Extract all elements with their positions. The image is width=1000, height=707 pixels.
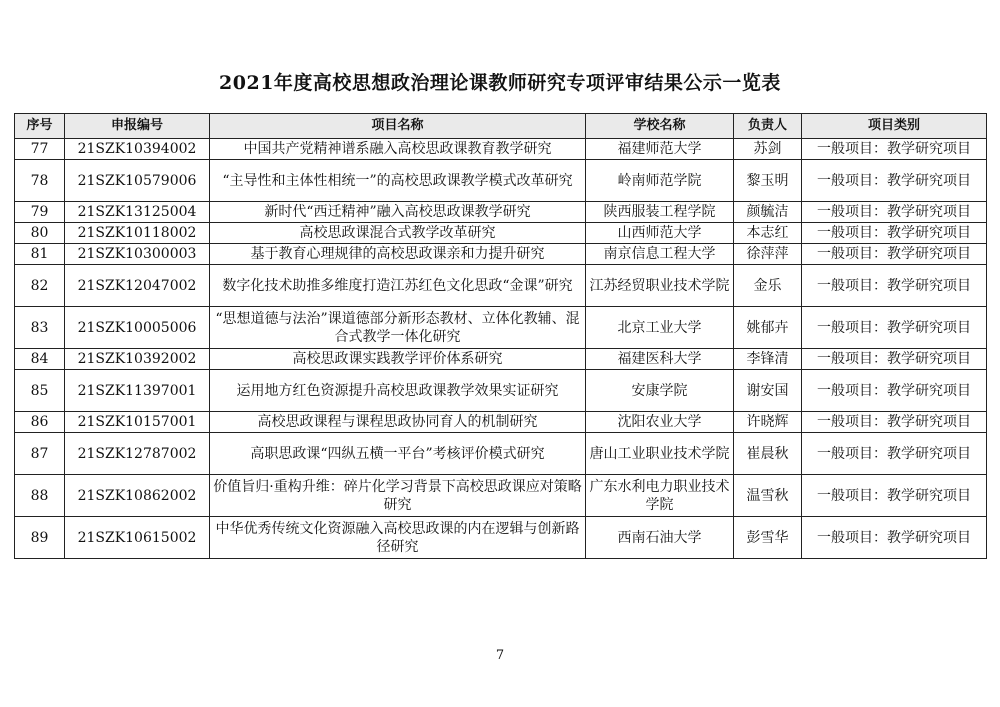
cell-project: 中华优秀传统文化资源融入高校思政课的内在逻辑与创新路径研究 <box>210 517 586 559</box>
cell-leader: 彭雪华 <box>734 517 802 559</box>
cell-project: 高校思政课混合式教学改革研究 <box>210 223 586 244</box>
cell-leader: 本志红 <box>734 223 802 244</box>
cell-code: 21SZK10300003 <box>65 244 210 265</box>
cell-number: 81 <box>15 244 65 265</box>
col-header-code: 申报编号 <box>65 114 210 139</box>
table-row <box>15 307 987 349</box>
cell-code: 21SZK13125004 <box>65 202 210 223</box>
cell-project: 价值旨归·重构升维：碎片化学习背景下高校思政课应对策略研究 <box>210 475 586 517</box>
col-header-school: 学校名称 <box>586 114 734 139</box>
cell-code: 21SZK10392002 <box>65 349 210 370</box>
cell-school: 北京工业大学 <box>586 307 734 349</box>
cell-category: 一般项目：教学研究项目 <box>802 412 987 433</box>
cell-project: 基于教育心理规律的高校思政课亲和力提升研究 <box>210 244 586 265</box>
cell-number: 86 <box>15 412 65 433</box>
page-number: 7 <box>495 648 505 663</box>
cell-school: 陕西服装工程学院 <box>586 202 734 223</box>
table-row <box>15 475 987 517</box>
table-row <box>15 223 987 244</box>
document-title: 2021年度高校思想政治理论课教师研究专项评审结果公示一览表 <box>219 72 781 94</box>
cell-number: 88 <box>15 475 65 517</box>
table-row <box>15 349 987 370</box>
table-row <box>15 202 987 223</box>
col-header-project: 项目名称 <box>210 114 586 139</box>
cell-category: 一般项目：教学研究项目 <box>802 349 987 370</box>
cell-number: 80 <box>15 223 65 244</box>
table-row <box>15 433 987 475</box>
cell-project: “主导性和主体性相统一”的高校思政课教学模式改革研究 <box>210 160 586 202</box>
cell-category: 一般项目：教学研究项目 <box>802 223 987 244</box>
cell-category: 一般项目：教学研究项目 <box>802 517 987 559</box>
cell-project: 数字化技术助推多维度打造江苏红色文化思政“金课”研究 <box>210 265 586 307</box>
cell-number: 85 <box>15 370 65 412</box>
table-row <box>15 517 987 559</box>
cell-number: 87 <box>15 433 65 475</box>
cell-code: 21SZK10005006 <box>65 307 210 349</box>
cell-category: 一般项目：教学研究项目 <box>802 244 987 265</box>
header-row <box>15 114 987 139</box>
cell-school: 安康学院 <box>586 370 734 412</box>
cell-category: 一般项目：教学研究项目 <box>802 433 987 475</box>
cell-code: 21SZK12787002 <box>65 433 210 475</box>
cell-project: 中国共产党精神谱系融入高校思政课教育教学研究 <box>210 139 586 160</box>
cell-school: 山西师范大学 <box>586 223 734 244</box>
cell-category: 一般项目：教学研究项目 <box>802 139 987 160</box>
cell-school: 福建师范大学 <box>586 139 734 160</box>
cell-leader: 黎玉明 <box>734 160 802 202</box>
cell-leader: 金乐 <box>734 265 802 307</box>
cell-code: 21SZK12047002 <box>65 265 210 307</box>
cell-category: 一般项目：教学研究项目 <box>802 202 987 223</box>
cell-school: 西南石油大学 <box>586 517 734 559</box>
cell-leader: 颜毓洁 <box>734 202 802 223</box>
cell-leader: 谢安国 <box>734 370 802 412</box>
col-header-category: 项目类别 <box>802 114 987 139</box>
col-header-number: 序号 <box>15 114 65 139</box>
cell-category: 一般项目：教学研究项目 <box>802 370 987 412</box>
cell-school: 南京信息工程大学 <box>586 244 734 265</box>
cell-leader: 苏剑 <box>734 139 802 160</box>
cell-number: 89 <box>15 517 65 559</box>
cell-code: 21SZK10615002 <box>65 517 210 559</box>
cell-category: 一般项目：教学研究项目 <box>802 307 987 349</box>
cell-number: 78 <box>15 160 65 202</box>
cell-code: 21SZK10394002 <box>65 139 210 160</box>
cell-category: 一般项目：教学研究项目 <box>802 160 987 202</box>
cell-number: 82 <box>15 265 65 307</box>
table-row <box>15 139 987 160</box>
results-table <box>14 113 987 559</box>
cell-code: 21SZK10118002 <box>65 223 210 244</box>
cell-leader: 李锋清 <box>734 349 802 370</box>
cell-number: 83 <box>15 307 65 349</box>
cell-number: 77 <box>15 139 65 160</box>
cell-leader: 温雪秋 <box>734 475 802 517</box>
cell-leader: 崔晨秋 <box>734 433 802 475</box>
cell-code: 21SZK10862002 <box>65 475 210 517</box>
table-row <box>15 160 987 202</box>
cell-category: 一般项目：教学研究项目 <box>802 475 987 517</box>
cell-school: 沈阳农业大学 <box>586 412 734 433</box>
cell-category: 一般项目：教学研究项目 <box>802 265 987 307</box>
table-row <box>15 265 987 307</box>
table-row <box>15 412 987 433</box>
cell-school: 唐山工业职业技术学院 <box>586 433 734 475</box>
cell-number: 84 <box>15 349 65 370</box>
cell-school: 福建医科大学 <box>586 349 734 370</box>
cell-leader: 徐萍萍 <box>734 244 802 265</box>
cell-leader: 许晓辉 <box>734 412 802 433</box>
col-header-leader: 负责人 <box>734 114 802 139</box>
cell-school: 广东水利电力职业技术学院 <box>586 475 734 517</box>
table-row <box>15 370 987 412</box>
cell-school: 岭南师范学院 <box>586 160 734 202</box>
cell-code: 21SZK11397001 <box>65 370 210 412</box>
cell-project: 高校思政课实践教学评价体系研究 <box>210 349 586 370</box>
cell-project: 高职思政课“四纵五横一平台”考核评价模式研究 <box>210 433 586 475</box>
cell-project: 运用地方红色资源提升高校思政课教学效果实证研究 <box>210 370 586 412</box>
cell-code: 21SZK10157001 <box>65 412 210 433</box>
cell-code: 21SZK10579006 <box>65 160 210 202</box>
cell-project: 新时代“西迁精神”融入高校思政课教学研究 <box>210 202 586 223</box>
cell-project: “思想道德与法治”课道德部分新形态教材、立体化教辅、混合式教学一体化研究 <box>210 307 586 349</box>
cell-school: 江苏经贸职业技术学院 <box>586 265 734 307</box>
cell-leader: 姚郁卉 <box>734 307 802 349</box>
table-row <box>15 244 987 265</box>
cell-number: 79 <box>15 202 65 223</box>
cell-project: 高校思政课程与课程思政协同育人的机制研究 <box>210 412 586 433</box>
